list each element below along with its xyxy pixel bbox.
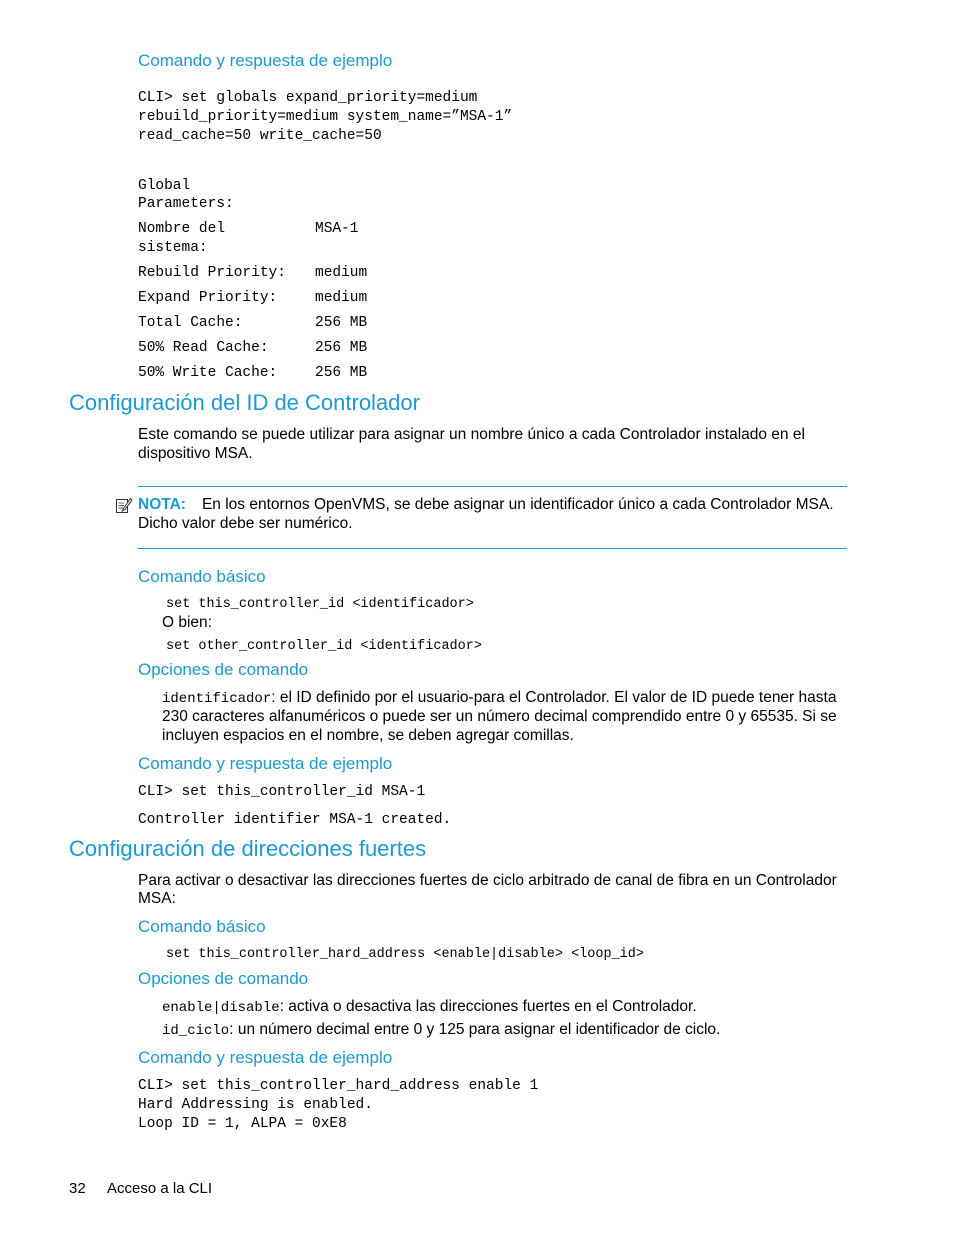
note-label: NOTA: [138,496,186,513]
note-text: Dicho valor debe ser numérico. [138,515,353,532]
example-heading: Comando y respuesta de ejemplo [138,1048,393,1067]
option-line [162,1020,720,1041]
param-value: 256 MB [315,340,368,356]
code-line: CLI> set this_controller_hard_address enable 1 [138,1078,539,1094]
param-label: 50% Write Cache: [138,365,278,381]
note-rule-top [138,486,847,487]
command-options-heading: Opciones de comando [138,969,309,988]
section-title: Configuración de direcciones fuertes [69,836,427,861]
basic-command-heading: Comando básico [138,917,266,936]
page-number: 32 [69,1180,86,1197]
note-line [138,495,834,514]
code-line: set this_controller_hard_address <enable|disable> <loop_id> [166,947,644,962]
param-value: 256 MB [315,365,368,381]
note-icon [115,497,133,515]
option-term: identificador [162,691,272,707]
option-term: id_ciclo [162,1023,230,1039]
intro-text: dispositivo MSA. [138,445,253,462]
code-line: Controller identifier MSA-1 created. [138,812,452,828]
code-line: set other_controller_id <identificador> [166,639,482,654]
option-term: enable|disable [162,1000,280,1016]
code-line: CLI> set globals expand_priority=medium [138,90,478,106]
param-label: Rebuild Priority: [138,265,286,281]
params-title: Parameters: [138,196,234,212]
param-value: medium [315,290,368,306]
param-label: Total Cache: [138,315,243,331]
param-value: 256 MB [315,315,368,331]
option-text: 230 caracteres alfanuméricos o puede ser un número decimal comprendido entre 0 y 65535. Si se [162,708,837,725]
param-label: sistema: [138,240,208,256]
option-line [162,997,697,1018]
intro-text: MSA: [138,890,176,907]
param-label: Nombre del [138,221,226,237]
basic-command-heading: Comando básico [138,567,266,586]
section-title: Configuración del ID de Controlador [69,390,420,415]
example-heading: Comando y respuesta de ejemplo [138,51,393,70]
note-rule-bottom [138,548,847,549]
code-line: set this_controller_id <identificador> [166,597,474,612]
param-label: 50% Read Cache: [138,340,269,356]
intro-text: Este comando se puede utilizar para asignar un nombre único a cada Controlador instalado en el [138,426,805,443]
code-line: Hard Addressing is enabled. [138,1097,373,1113]
code-line: Loop ID = 1, ALPA = 0xE8 [138,1116,347,1132]
footer-section-name: Acceso a la CLI [107,1180,213,1197]
option-text: : el ID definido por el usuario-para el Controlador. El valor de ID puede tener hasta [271,689,837,706]
params-title: Global [138,178,191,194]
option-text: : un número decimal entre 0 y 125 para asignar el identificador de ciclo. [229,1021,721,1038]
option-text: : activa o desactiva las direcciones fuertes en el Controlador. [279,998,697,1015]
note-text: En los entornos OpenVMS, se debe asignar un identificador único a cada Controlador MSA. [201,496,834,513]
param-label: Expand Priority: [138,290,278,306]
or-text: O bien: [162,614,212,631]
command-options-heading: Opciones de comando [138,660,309,679]
param-value: MSA-1 [315,221,359,237]
option-text: incluyen espacios en el nombre, se deben agregar comillas. [162,727,574,744]
param-value: medium [315,265,368,281]
intro-text: Para activar o desactivar las direcciones fuertes de ciclo arbitrado de canal de fibra en un Controlador [138,872,837,889]
code-line: rebuild_priority=medium system_name=”MSA-1” [138,109,513,125]
code-line: read_cache=50 write_cache=50 [138,128,382,144]
example-heading: Comando y respuesta de ejemplo [138,754,393,773]
option-line [162,688,836,709]
code-line: CLI> set this_controller_id MSA-1 [138,784,426,800]
